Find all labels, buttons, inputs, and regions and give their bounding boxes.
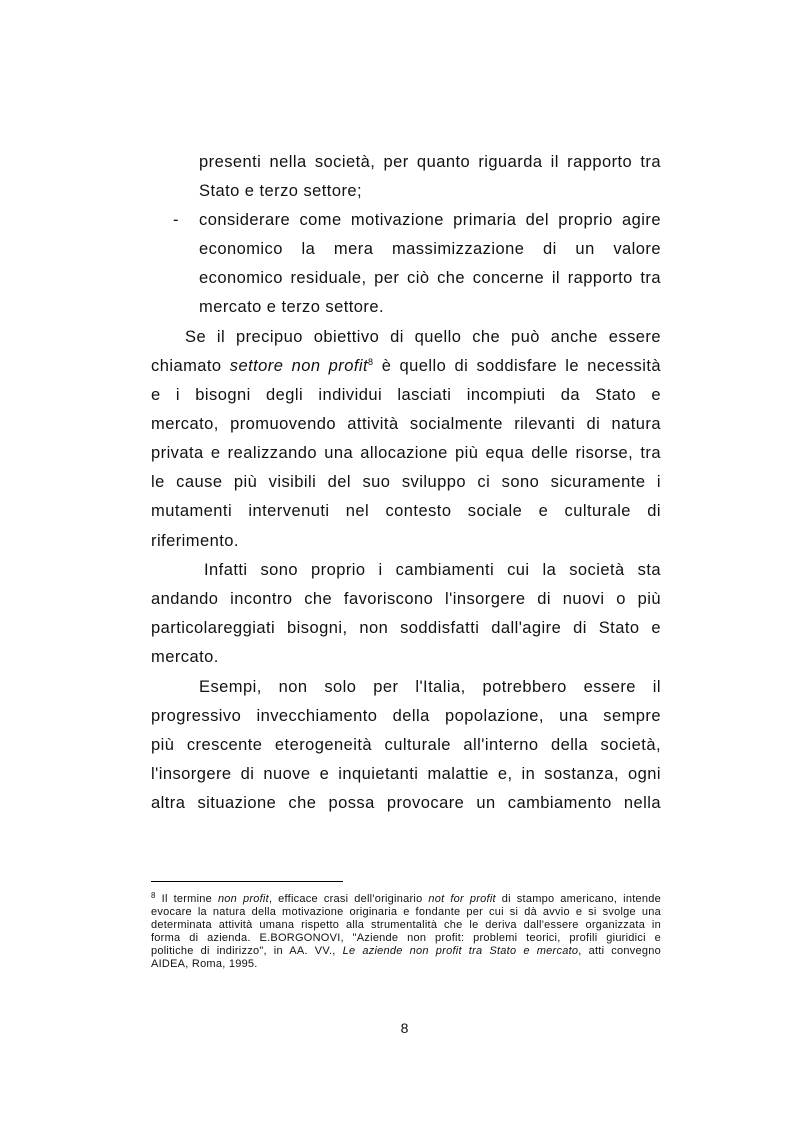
footnote-em-non-profit: non profit [217,893,269,905]
para2-line-4: mercato. [151,648,219,666]
footnote-text: di stampo americano, intende [495,893,661,905]
para1-line-6: le cause più visibili del suo sviluppo ci sono sicuramente i [151,473,661,491]
para1-line-2-pre: chiamato [151,357,230,375]
para1-line-2-post: è quello di soddisfare le necessità [373,357,661,375]
para1-line-3: e i bisogni degli individui lasciati incompiuti da Stato e [151,386,661,404]
footnote-line-2: evocare la natura della motivazione originaria e fondante per cui si dà avvio e si svolge una [151,906,661,918]
footnote-text: politiche di indirizzo", in AA. VV., [151,945,343,957]
list-item-2-line-4: mercato e terzo settore. [199,298,385,316]
para3-line-4: l'insorgere di nuove e inquietanti malattie e, in sostanza, ogni [151,765,661,783]
list-item-2-line-3: economico residuale, per ciò che concerne il rapporto tra [199,269,661,287]
footnote-mark: 8 [151,891,156,900]
footnote-line-1 [151,893,661,906]
list-item-2-line-2: economico la mera massimizzazione di un valore [199,240,661,258]
footnote-line-3: determinata attività umana rispetto alla strumentalità che le deriva dall'essere organizzata in [151,919,661,931]
footnote-text: , atti convegno [578,945,661,957]
list-item-1-line-1: presenti nella società, per quanto riguarda il rapporto tra [199,153,661,171]
footnote-text: , efficace crasi dell'originario [268,893,429,905]
para1-line-8: riferimento. [151,532,239,550]
para3-line-1: Esempi, non solo per l'Italia, potrebbero essere il [199,678,661,696]
list-item-2-line-1: considerare come motivazione primaria del proprio agire [199,211,661,229]
list-item-1-line-2: Stato e terzo settore; [199,182,363,200]
para1-line-7: mutamenti intervenuti nel contesto sociale e culturale di [151,502,661,520]
para1-line-2 [151,356,661,376]
para3-line-5: altra situazione che possa provocare un cambiamento nella [151,794,661,812]
footnote-ref[interactable]: 8 [368,357,374,367]
para2-line-2: andando incontro che favoriscono l'insorgere di nuovi o più [151,590,661,608]
list-bullet-dash: - [173,211,179,229]
para3-line-2: progressivo invecchiamento della popolazione, una sempre [151,707,661,725]
footnote-line-4: forma di azienda. E.BORGONOVI, "Aziende non profit: problemi teorici, profili giuridici e [151,932,661,944]
page-number: 8 [400,1020,409,1036]
para1-line-1: Se il precipuo obiettivo di quello che può anche essere [185,328,661,346]
para2-line-1: Infatti sono proprio i cambiamenti cui la società sta [204,561,661,579]
settore-non-profit-term: settore non profit [229,357,369,375]
footnote-em-book-title: Le aziende non profit tra Stato e mercato [342,945,579,957]
footnote-line-5 [151,945,661,958]
footnote-em-not-for-profit: not for profit [428,893,496,905]
para1-line-4: mercato, promuovendo attività socialmente rilevanti di natura [151,415,661,433]
para1-line-5: privata e realizzando una allocazione più equa delle risorse, tra [151,444,661,462]
para3-line-3: più crescente eterogeneità culturale all'interno della società, [151,736,661,754]
footnote-separator [151,881,343,882]
para2-line-3: particolareggiati bisogni, non soddisfatti dall'agire di Stato e [151,619,661,637]
footnote-line-6: AIDEA, Roma, 1995. [151,958,258,970]
footnote-text: Il termine [155,893,218,905]
